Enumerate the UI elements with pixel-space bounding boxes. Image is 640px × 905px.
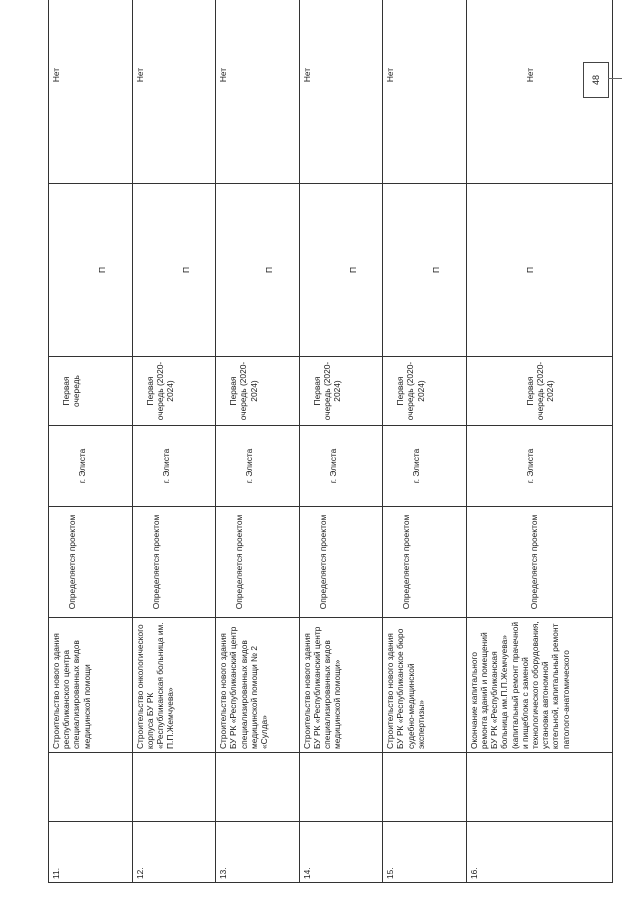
row-number: 11. <box>49 822 133 883</box>
table-row <box>383 0 467 883</box>
object-remark-text: Нет <box>218 67 229 83</box>
row-number: 16. <box>466 822 612 883</box>
object-stage-text: Первая очередь (2020-2024) <box>144 361 175 421</box>
object-stage-text: Первая очередь (2020-2024) <box>395 361 426 421</box>
object-stage-text: Первая очередь (2020-2024) <box>311 361 343 421</box>
row-note <box>466 753 612 822</box>
object-capacity <box>216 507 300 618</box>
object-kind <box>216 184 300 357</box>
page-number-box <box>583 62 609 98</box>
object-kind-text: П <box>347 266 358 274</box>
object-capacity-text: Определяется проектом <box>234 514 245 610</box>
row-note <box>299 753 383 822</box>
object-kind <box>383 184 467 357</box>
object-remark <box>132 0 216 184</box>
object-capacity-text: Определяется проектом <box>401 514 412 610</box>
object-remark <box>49 0 133 184</box>
object-capacity-text: Определяется проектом <box>67 514 77 610</box>
object-location-text: г. Элиста <box>77 448 87 484</box>
table-row <box>216 0 300 883</box>
object-kind-text: П <box>524 266 535 274</box>
object-location-text: г. Элиста <box>524 448 535 484</box>
row-note <box>49 753 133 822</box>
page-number-tick <box>608 78 622 79</box>
object-remark-text: Нет <box>301 67 312 83</box>
object-location <box>466 426 612 507</box>
table-row <box>466 0 612 883</box>
object-kind <box>132 184 216 357</box>
row-number: 14. <box>299 822 383 883</box>
object-capacity <box>49 507 133 618</box>
object-capacity-text: Определяется проектом <box>150 514 161 610</box>
object-location <box>299 426 383 507</box>
object-stage <box>299 357 383 426</box>
object-stage <box>216 357 300 426</box>
object-kind <box>299 184 383 357</box>
object-location <box>383 426 467 507</box>
row-number: 13. <box>216 822 300 883</box>
object-remark <box>299 0 383 184</box>
table-row <box>299 0 383 883</box>
object-location <box>49 426 133 507</box>
object-remark-text: Нет <box>51 67 61 83</box>
object-stage <box>466 357 612 426</box>
object-location-text: г. Элиста <box>327 448 338 484</box>
row-number: 12. <box>132 822 216 883</box>
object-name: Строительство нового здания БУ РК «Республиканский центр специализированных видов медицинской помощи» <box>299 618 383 753</box>
object-kind-text: П <box>180 266 191 274</box>
object-stage-text: Первая очередь <box>61 375 82 407</box>
object-location <box>216 426 300 507</box>
object-stage-text: Первая очередь (2020-2024) <box>524 361 556 421</box>
rotated-table-wrapper <box>48 23 613 883</box>
row-note <box>383 753 467 822</box>
object-location <box>132 426 216 507</box>
object-remark <box>216 0 300 184</box>
object-kind-text: П <box>264 266 275 274</box>
object-location-text: г. Элиста <box>244 448 255 484</box>
table-row <box>132 0 216 883</box>
object-stage <box>132 357 216 426</box>
object-kind <box>466 184 612 357</box>
object-stage <box>49 357 133 426</box>
object-stage-text: Первая очередь (2020-2024) <box>228 361 259 421</box>
object-capacity <box>383 507 467 618</box>
table-row <box>49 0 133 883</box>
object-remark <box>383 0 467 184</box>
object-kind <box>49 184 133 357</box>
object-name: Окончание капитального ремонта зданий и помещений БУ РК «Республиканская больница им.П.П.Жемчуева» (капитальный ремонт прачечной и пищеблока с заменой технологического оборудования, установка автономной котельной, капитальный ремонт патолого-анатомического <box>466 618 612 753</box>
object-kind-text: П <box>431 266 442 274</box>
object-remark-text: Нет <box>385 67 396 83</box>
object-capacity <box>299 507 383 618</box>
object-remark-text: Нет <box>524 67 535 83</box>
object-capacity <box>466 507 612 618</box>
object-name: Строительство онкологического корпуса БУ РК «Республиканская больница им. П.П.Жемчуева» <box>132 618 216 753</box>
object-location-text: г. Элиста <box>160 448 171 484</box>
object-remark-text: Нет <box>134 67 145 83</box>
page-number: 48 <box>590 74 601 86</box>
row-note <box>216 753 300 822</box>
object-capacity-text: Определяется проектом <box>528 514 539 610</box>
object-stage <box>383 357 467 426</box>
object-capacity-text: Определяется проектом <box>317 514 328 610</box>
objects-table <box>48 0 613 883</box>
row-note <box>132 753 216 822</box>
object-name: Строительство нового здания БУ РК «Республиканское бюро судебно-медицинской экспертизы» <box>383 618 467 753</box>
object-name: Строительство нового здания республиканского центра специализированных видов медицинской помощи <box>49 618 133 753</box>
object-name: Строительство нового здания БУ РК «Республиканский центр специализированных видов медицинской помощи № 2 «Сулда» <box>216 618 300 753</box>
object-location-text: г. Элиста <box>411 448 422 484</box>
object-capacity <box>132 507 216 618</box>
row-number: 15. <box>383 822 467 883</box>
object-kind-text: П <box>97 266 107 274</box>
